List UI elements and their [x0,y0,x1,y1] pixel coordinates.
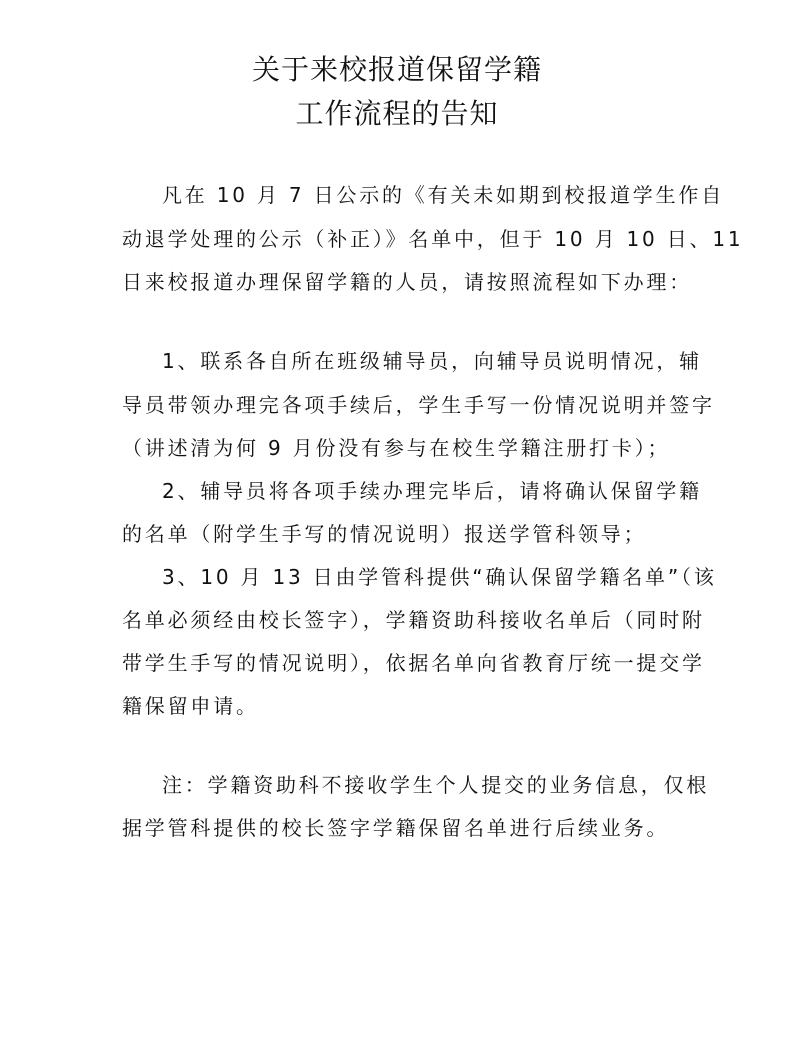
document-title-line-1: 关于来校报道保留学籍 [251,53,542,86]
step3-line-4: 籍保留申请。 [122,694,259,718]
document-title-line-2: 工作流程的告知 [295,97,499,130]
step2-line-2: 的名单（附学生手写的情况说明）报送学管科领导； [122,522,647,546]
step1-line-3: （讲述清为何 9 月份没有参与在校生学籍注册打卡）； [122,436,671,460]
step2-line-1: 2、辅导员将各项手续办理完毕后，请将确认保留学籍 [162,479,702,503]
step3-line-1: 3、10 月 13 日由学管科提供“确认保留学籍名单”（该 [162,565,717,589]
note-line-2: 据学管科提供的校长签字学籍保留名单进行后续业务。 [122,816,670,840]
note-line-1: 注：学籍资助科不接收学生个人提交的业务信息，仅根 [162,773,710,797]
intro-line-1: 凡在 10 月 7 日公示的《有关未如期到校报道学生作自 [162,183,725,207]
step3-line-2: 名单必须经由校长签字），学籍资助科接收名单后（同时附 [122,608,705,632]
step3-line-3: 带学生手写的情况说明），依据名单向省教育厅统一提交学 [122,651,705,675]
step1-line-2: 导员带领办理完各项手续后，学生手写一份情况说明并签字 [122,393,715,417]
intro-line-3: 日来校报道办理保留学籍的人员，请按照流程如下办理： [122,270,692,294]
intro-line-2: 动退学处理的公示（补正）》名单中，但于 10 月 10 日、11 [122,227,744,251]
step1-line-1: 1、联系各自所在班级辅导员，向辅导员说明情况，辅 [162,349,702,373]
